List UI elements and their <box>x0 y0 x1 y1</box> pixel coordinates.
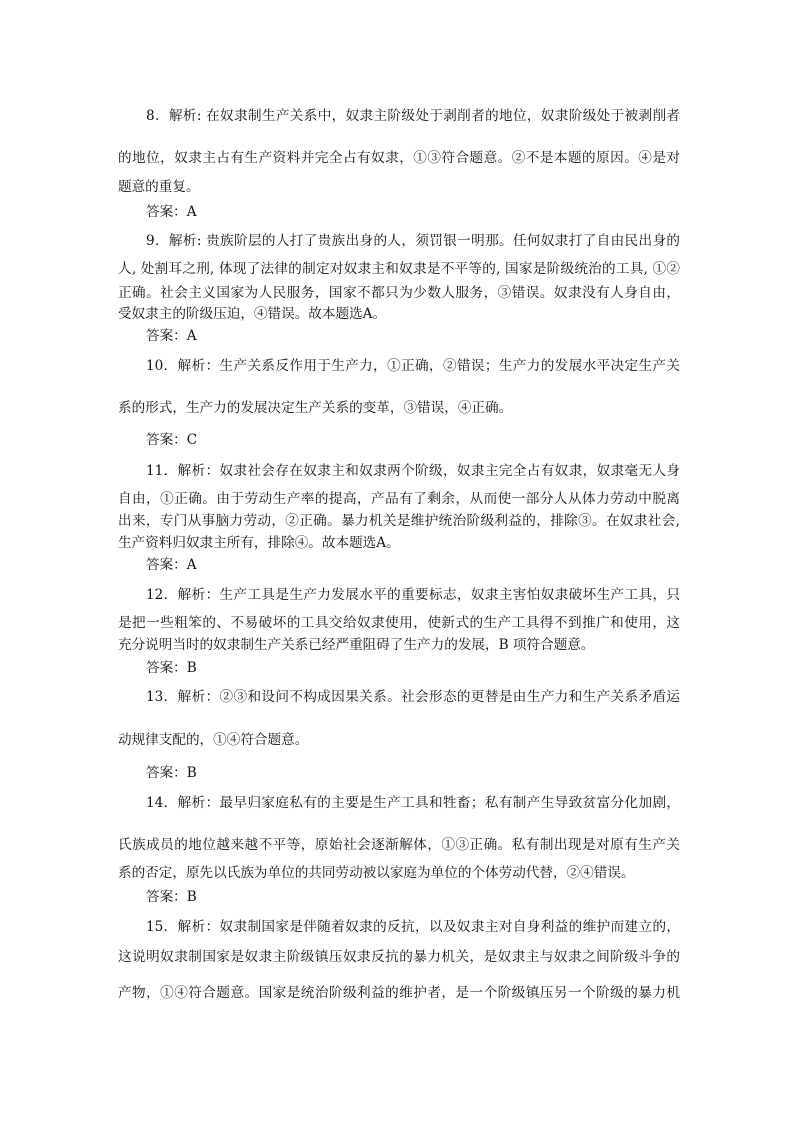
q8-line-2: 的地位，奴隶主占有生产资料并完全占有奴隶，①③符合题意。②不是本题的原因。④是对 <box>118 150 680 166</box>
q11-line-2: 自由，①正确。由于劳动生产率的提高，产品有了剩余，从而使一部分人从体力劳动中脱离 <box>118 491 680 507</box>
q14-line-1: 14．解析：最早归家庭私有的主要是生产工具和牲畜；私有制产生导致贫富分化加剧， <box>146 795 680 811</box>
q13-line-1: 13．解析：②③和设问不构成因果关系。社会形态的更替是由生产力和生产关系矛盾运 <box>146 689 680 705</box>
q11-line-4: 生产资料归奴隶主所有，排除④。故本题选A。 <box>118 535 400 551</box>
q9-answer: 答案：A <box>146 328 197 344</box>
q12-line-2: 是把一些粗笨的、不易破坏的工具交给奴隶使用，使新式的生产工具得不到推广和使用，这 <box>118 615 680 631</box>
q15-line-2: 这说明奴隶制国家是奴隶主阶级镇压奴隶反抗的暴力机关，是奴隶主与奴隶之间阶级斗争的 <box>118 949 680 965</box>
q9-line-2: 人, 处割耳之刑, 体现了法律的制定对奴隶主和奴隶是不平等的, 国家是阶级统治的工具, ①② <box>118 261 680 277</box>
q10-line-2: 系的形式，生产力的发展决定生产关系的变革，③错误，④正确。 <box>118 400 513 416</box>
q12-line-3: 充分说明当时的奴隶制生产关系已经严重阻碍了生产力的发展，B 项符合题意。 <box>118 637 595 653</box>
q14-line-3: 系的否定，原先以氏族为单位的共同劳动被以家庭为单位的个体劳动代替，②④错误。 <box>118 865 635 881</box>
q11-line-1: 11．解析：奴隶社会存在奴隶主和奴隶两个阶级，奴隶主完全占有奴隶，奴隶毫无人身 <box>146 463 680 479</box>
q14-line-2: 氏族成员的地位越来越不平等，原始社会逐渐解体，①③正确。私有制出现是对原有生产关 <box>118 837 680 853</box>
q9-line-3: 正确。社会主义国家为人民服务，国家不都只为少数人服务，③错误。奴隶没有人身自由， <box>118 285 680 301</box>
q9-line-1: 9．解析: 贵族阶层的人打了贵族出身的人，须罚银一明那。任何奴隶打了自由民出身的 <box>146 233 680 249</box>
q13-answer: 答案：B <box>146 765 197 781</box>
q15-line-3: 产物，①④符合题意。国家是统治阶级利益的维护者，是一个阶级镇压另一个阶级的暴力机 <box>118 985 680 1001</box>
q15-line-1: 15．解析：奴隶制国家是伴随着奴隶的反抗，以及奴隶主对自身利益的维护而建立的， <box>146 919 680 935</box>
q8-line-3: 题意的重复。 <box>118 179 200 195</box>
q8-line-1: 8．解析: 在奴隶制生产关系中，奴隶主阶级处于剥削者的地位，奴隶阶级处于被剥削者 <box>146 108 680 124</box>
q10-line-1: 10．解析：生产关系反作用于生产力，①正确，②错误；生产力的发展水平决定生产关 <box>146 358 680 374</box>
q13-line-2: 动规律支配的，①④符合题意。 <box>118 732 309 748</box>
q12-line-1: 12．解析：生产工具是生产力发展水平的重要标志，奴隶主害怕奴隶破坏生产工具，只 <box>146 587 680 603</box>
q10-answer: 答案：C <box>146 432 198 448</box>
q12-answer: 答案：B <box>146 660 197 676</box>
q11-line-3: 出来，专门从事脑力劳动，②正确。暴力机关是维护统治阶级利益的，排除③。在奴隶社会, <box>118 513 680 529</box>
q8-answer: 答案：A <box>146 204 197 220</box>
q11-answer: 答案：A <box>146 557 197 573</box>
q9-line-4: 受奴隶主的阶级压迫，④错误。故本题选A。 <box>118 306 387 322</box>
q14-answer: 答案：B <box>146 889 197 905</box>
